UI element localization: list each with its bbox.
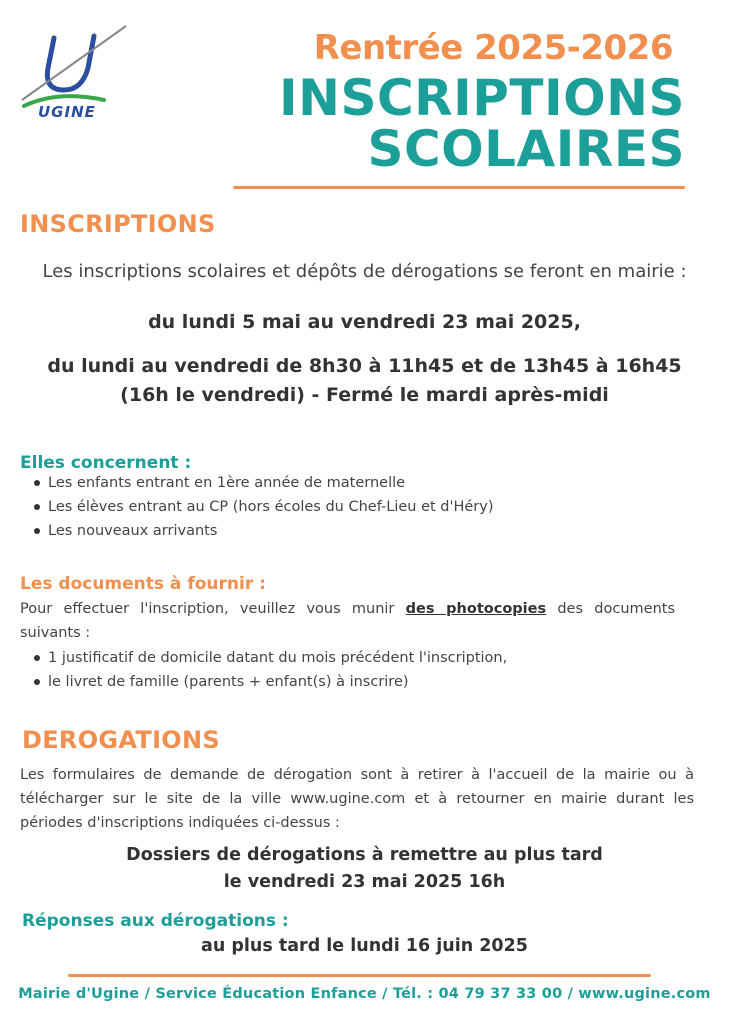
list-item: Les élèves entrant au CP (hors écoles du Chef-Lieu et d'Héry) <box>20 495 494 519</box>
logo-text: UGINE <box>38 103 96 120</box>
ugine-logo <box>18 20 130 120</box>
main-title-line2: SCOLAIRES <box>367 120 685 178</box>
derogations-deadline-date: le vendredi 23 mai 2025 16h <box>223 872 506 892</box>
derogations-deadline: Dossiers de dérogations à remettre au plus tard <box>126 845 603 865</box>
title-divider <box>233 186 685 189</box>
inscriptions-intro: Les inscriptions scolaires et dépôts de dérogations se feront en mairie : <box>42 261 687 282</box>
concern-list <box>20 471 494 543</box>
main-title-line1: INSCRIPTIONS <box>279 69 685 127</box>
documents-list <box>20 646 507 694</box>
inscriptions-heading: INSCRIPTIONS <box>20 210 216 238</box>
list-item: le livret de famille (parents + enfant(s) à inscrire) <box>20 670 507 694</box>
school-year-title: Rentrée 2025-2026 <box>313 28 673 68</box>
ugine-logo-icon <box>18 20 130 120</box>
documents-heading: Les documents à fournir : <box>20 574 266 594</box>
responses-heading: Réponses aux dérogations : <box>22 911 289 931</box>
derogations-heading: DEROGATIONS <box>22 726 220 754</box>
documents-paragraph <box>20 597 675 645</box>
footer-divider <box>68 974 651 977</box>
photocopies-emphasis: des photocopies <box>405 601 547 617</box>
inscriptions-hours: du lundi au vendredi de 8h30 à 11h45 et de 13h45 à 16h45 <box>47 355 682 377</box>
responses-date: au plus tard le lundi 16 juin 2025 <box>201 936 528 956</box>
documents-text: Pour effectuer l'inscription, veuillez vous munir <box>20 601 406 617</box>
list-item: 1 justificatif de domicile datant du mois précédent l'inscription, <box>20 646 507 670</box>
footer-contact: Mairie d'Ugine / Service Éducation Enfance / Tél. : 04 79 37 33 00 / www.ugine.com <box>18 986 711 1002</box>
inscriptions-dates: du lundi 5 mai au vendredi 23 mai 2025, <box>148 311 581 333</box>
concern-heading: Elles concernent : <box>20 453 192 473</box>
inscriptions-hours-note: (16h le vendredi) - Fermé le mardi après-midi <box>120 384 609 406</box>
list-item: Les nouveaux arrivants <box>20 519 494 543</box>
list-item: Les enfants entrant en 1ère année de maternelle <box>20 471 494 495</box>
derogations-paragraph: Les formulaires de demande de dérogation sont à retirer à l'accueil de la mairie ou à télécharger sur le site de la ville www.ugine.com et à retourner en mairie durant les périodes d'inscriptions indiquées ci-dessus : <box>20 767 694 831</box>
documents-text-end: des documents suivants : <box>20 601 675 641</box>
